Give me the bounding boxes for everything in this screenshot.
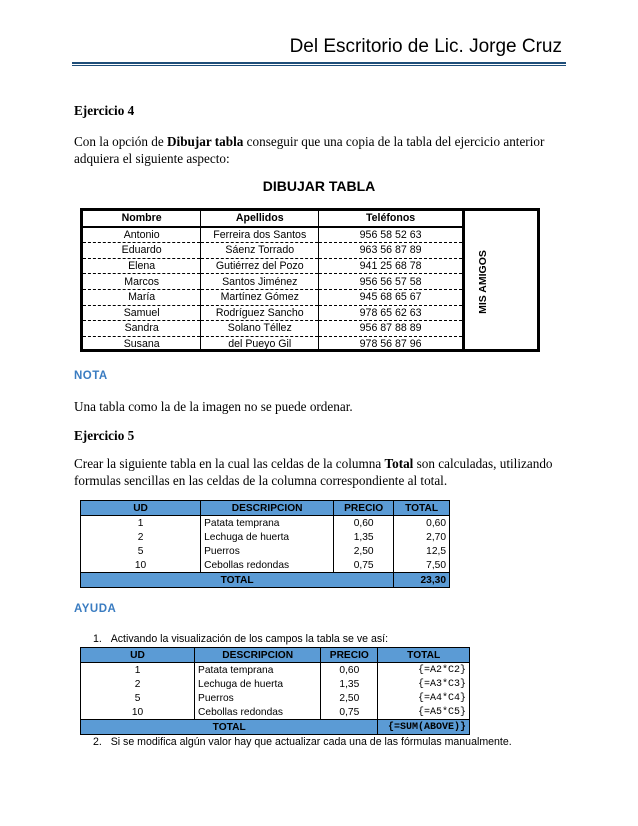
header-rule	[72, 62, 566, 64]
cell-ud: 5	[81, 691, 195, 705]
col-header-total: TOTAL	[378, 648, 470, 663]
total-formula: {=SUM(ABOVE)}	[378, 720, 470, 735]
nota-heading: NOTA	[74, 370, 108, 382]
cell-telefono: 941 25 68 78	[319, 258, 463, 274]
table-row	[81, 691, 470, 705]
cell-apellidos: del Pueyo Gil	[201, 336, 319, 351]
ejercicio5-table	[80, 500, 450, 588]
ayuda-item-1-text: Activando la visualización de los campos la tabla se ve así:	[110, 633, 389, 645]
ejercicio5-heading: Ejercicio 5	[74, 428, 135, 443]
cell-precio: 1,35	[321, 677, 378, 691]
mis-amigos-label: MIS AMIGOS	[477, 250, 489, 314]
cell-precio: 0,75	[321, 705, 378, 720]
cell-total: 7,50	[394, 558, 450, 573]
cell-apellidos: Gutiérrez del Pozo	[201, 258, 319, 274]
table-row	[83, 227, 463, 243]
total-row	[81, 573, 450, 588]
dibujar-tabla	[80, 208, 540, 352]
cell-precio: 2,50	[321, 691, 378, 705]
cell-telefono: 956 87 88 89	[319, 321, 463, 337]
cell-formula: {=A3*C3}	[378, 677, 470, 691]
cell-ud: 1	[81, 516, 201, 531]
cell-precio: 2,50	[334, 544, 394, 558]
total-label: TOTAL	[81, 720, 378, 735]
col-header-total: TOTAL	[394, 501, 450, 516]
cell-precio: 0,60	[321, 663, 378, 678]
cell-total: 12,5	[394, 544, 450, 558]
ayuda-item-2-number: 2.	[93, 736, 102, 748]
cell-telefono: 978 65 62 63	[319, 305, 463, 321]
cell-nombre: Antonio	[83, 227, 201, 243]
ayuda-item-1-number: 1.	[93, 633, 102, 645]
ejercicio5-intro-bold: Total	[384, 456, 414, 471]
side-label	[475, 251, 491, 313]
cell-nombre: Elena	[83, 258, 201, 274]
cell-descripcion: Puerros	[195, 691, 321, 705]
ayuda-item-1	[93, 633, 388, 645]
ejercicio4-intro-bold: Dibujar tabla	[167, 134, 244, 149]
total-label: TOTAL	[81, 573, 394, 588]
cell-formula: {=A2*C2}	[378, 663, 470, 678]
cell-total: 0,60	[394, 516, 450, 531]
table-row	[83, 321, 463, 337]
cell-apellidos: Ferreira dos Santos	[201, 227, 319, 243]
total-value: 23,30	[394, 573, 450, 588]
cell-ud: 1	[81, 663, 195, 678]
cell-apellidos: Sáenz Torrado	[201, 243, 319, 259]
cell-descripcion: Puerros	[201, 544, 334, 558]
table-header-row	[81, 648, 470, 663]
ejercicio5-intro	[74, 455, 594, 489]
page-header-title: Del Escritorio de Lic. Jorge Cruz	[289, 36, 562, 57]
col-header-ud: UD	[81, 648, 195, 663]
cell-nombre: María	[83, 289, 201, 305]
cell-ud: 10	[81, 705, 195, 720]
table-row	[81, 663, 470, 678]
ayuda-table	[80, 647, 470, 735]
header-rule-thin	[72, 65, 566, 66]
table-row	[83, 258, 463, 274]
cell-ud: 10	[81, 558, 201, 573]
table-row	[81, 677, 470, 691]
cell-nombre: Marcos	[83, 274, 201, 290]
cell-descripcion: Lechuga de huerta	[201, 530, 334, 544]
friends-table	[83, 211, 463, 351]
col-header-nombre: Nombre	[83, 211, 201, 227]
cell-apellidos: Santos Jiménez	[201, 274, 319, 290]
ejercicio4-heading: Ejercicio 4	[74, 103, 135, 118]
col-header-precio: PRECIO	[321, 648, 378, 663]
cell-telefono: 978 56 87 96	[319, 336, 463, 351]
cell-apellidos: Martínez Gómez	[201, 289, 319, 305]
table-row	[81, 530, 450, 544]
total-row	[81, 720, 470, 735]
ejercicio4-intro	[74, 133, 574, 167]
cell-nombre: Eduardo	[83, 243, 201, 259]
cell-precio: 0,75	[334, 558, 394, 573]
cell-nombre: Samuel	[83, 305, 201, 321]
table-row	[83, 336, 463, 351]
cell-ud: 2	[81, 530, 201, 544]
ejercicio5-intro-after: son calculadas, utilizando	[413, 456, 553, 471]
cell-nombre: Susana	[83, 336, 201, 351]
ejercicio5-intro-before: Crear la siguiente tabla en la cual las celdas de la columna	[74, 456, 385, 471]
cell-descripcion: Cebollas redondas	[201, 558, 334, 573]
cell-telefono: 956 58 52 63	[319, 227, 463, 243]
ejercicio4-intro-before: Con la opción de	[74, 134, 168, 149]
table-row	[81, 516, 450, 531]
col-header-descripcion: DESCRIPCION	[195, 648, 321, 663]
col-header-descripcion: DESCRIPCION	[201, 501, 334, 516]
cell-telefono: 945 68 65 67	[319, 289, 463, 305]
table-row	[81, 558, 450, 573]
cell-descripcion: Cebollas redondas	[195, 705, 321, 720]
table-row	[83, 305, 463, 321]
table-header-row	[83, 211, 463, 227]
table-row	[81, 544, 450, 558]
col-header-telefonos: Teléfonos	[319, 211, 463, 227]
cell-precio: 0,60	[334, 516, 394, 531]
table-side-divider	[463, 211, 465, 349]
cell-ud: 5	[81, 544, 201, 558]
cell-descripcion: Patata temprana	[201, 516, 334, 531]
ejercicio5-intro-line2: formulas sencillas en las celdas de la columna correspondiente al total.	[74, 473, 448, 488]
ayuda-heading: AYUDA	[74, 603, 117, 615]
table-row	[81, 705, 470, 720]
cell-total: 2,70	[394, 530, 450, 544]
cell-formula: {=A4*C4}	[378, 691, 470, 705]
col-header-apellidos: Apellidos	[201, 211, 319, 227]
ayuda-item-2-text: Si se modifica algún valor hay que actualizar cada una de las fórmulas manualmente.	[110, 736, 512, 748]
cell-telefono: 956 56 57 58	[319, 274, 463, 290]
table-header-row	[81, 501, 450, 516]
table-row	[83, 274, 463, 290]
cell-ud: 2	[81, 677, 195, 691]
table-row	[83, 289, 463, 305]
cell-descripcion: Patata temprana	[195, 663, 321, 678]
table-row	[83, 243, 463, 259]
col-header-ud: UD	[81, 501, 201, 516]
cell-apellidos: Solano Téllez	[201, 321, 319, 337]
ayuda-item-2	[93, 736, 512, 748]
cell-telefono: 963 56 87 89	[319, 243, 463, 259]
col-header-precio: PRECIO	[334, 501, 394, 516]
cell-formula: {=A5*C5}	[378, 705, 470, 720]
cell-nombre: Sandra	[83, 321, 201, 337]
dibujar-tabla-caption: DIBUJAR TABLA	[262, 178, 376, 194]
cell-descripcion: Lechuga de huerta	[195, 677, 321, 691]
nota-text: Una tabla como la de la imagen no se puede ordenar.	[74, 399, 353, 414]
cell-apellidos: Rodríguez Sancho	[201, 305, 319, 321]
cell-precio: 1,35	[334, 530, 394, 544]
ejercicio4-intro-line2: adquiera el siguiente aspecto:	[74, 151, 230, 166]
ejercicio4-intro-after: conseguir que una copia de la tabla del ejercicio anterior	[243, 134, 545, 149]
